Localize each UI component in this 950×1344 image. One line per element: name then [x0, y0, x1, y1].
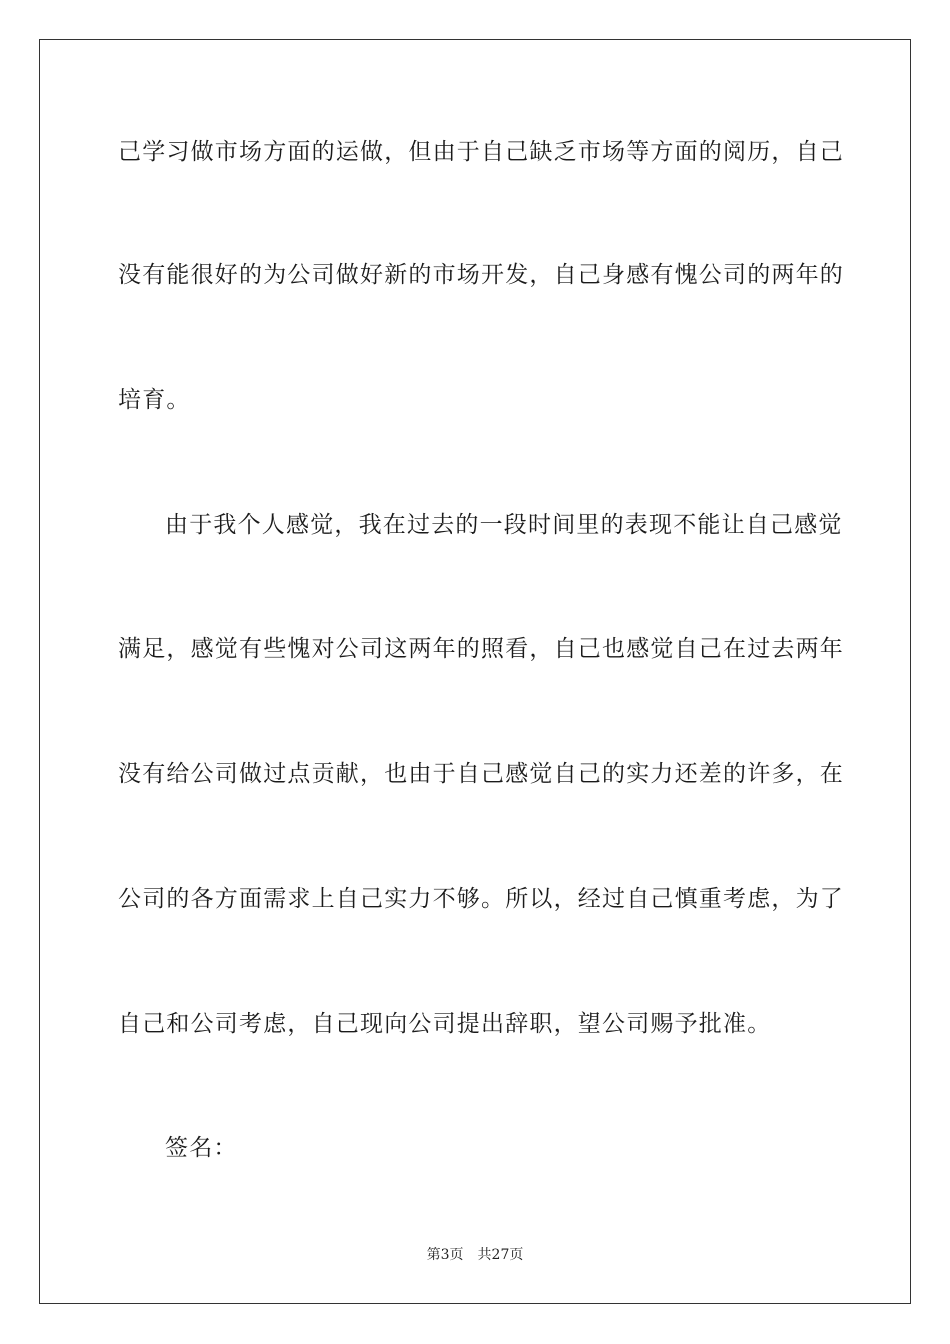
body-text-line: 满足，感觉有些愧对公司这两年的照看，自己也感觉自己在过去两年 [118, 636, 844, 662]
body-text-line: 由于我个人感觉，我在过去的一段时间里的表现不能让自己感觉 [165, 512, 843, 538]
page-total: 共27页 [477, 1247, 524, 1263]
page-border [39, 39, 911, 1304]
body-text-line: 没有能很好的为公司做好新的市场开发，自己身感有愧公司的两年的 [118, 262, 844, 288]
body-text-line: 培育。 [118, 387, 191, 413]
body-text-line: 公司的各方面需求上自己实力不够。所以，经过自己慎重考虑，为了 [118, 886, 844, 912]
body-text-line: 没有给公司做过点贡献，也由于自己感觉自己的实力还差的许多，在 [118, 761, 844, 787]
signature-label: 签名： [165, 1135, 238, 1161]
page-number: 第3页 [426, 1247, 464, 1263]
page-footer [0, 1246, 950, 1264]
body-text-line: 自己和公司考虑，自己现向公司提出辞职，望公司赐予批准。 [118, 1011, 772, 1037]
body-text-line: 己学习做市场方面的运做，但由于自己缺乏市场等方面的阅历，自己 [118, 139, 844, 165]
